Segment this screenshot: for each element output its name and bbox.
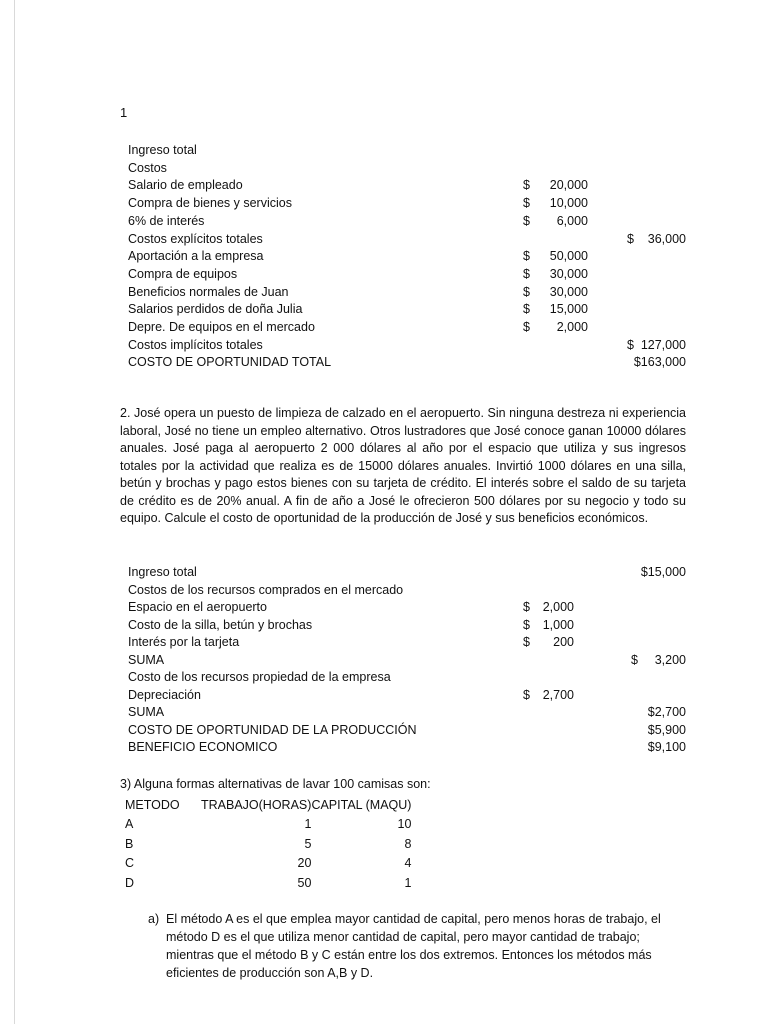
- table-row: [128, 721, 688, 739]
- methods-header-row: [125, 795, 411, 815]
- amount-col-1: 2,000: [542, 600, 574, 614]
- amount-col-2: 36,000: [647, 231, 686, 246]
- amount-col-1: 50,000: [549, 249, 588, 264]
- row-label: Salarios perdidos de doña Julia: [128, 302, 303, 317]
- row-label: Costo de los recursos propiedad de la empresa: [128, 670, 391, 684]
- currency-symbol: $: [627, 231, 634, 246]
- cell-metodo: D: [125, 875, 135, 890]
- row-label: Costos: [128, 160, 167, 175]
- row-label: SUMA: [128, 652, 165, 667]
- column-header-metodo: METODO: [125, 797, 180, 812]
- amount-col-1: 200: [553, 635, 574, 649]
- row-label: COSTO DE OPORTUNIDAD DE LA PRODUCCIÓN: [128, 722, 417, 737]
- amount-col-2: $2,700: [647, 705, 686, 719]
- cell-capital: 4: [404, 856, 412, 871]
- row-label: Beneficios normales de Juan: [128, 284, 289, 299]
- row-label: Ingreso total: [128, 565, 197, 579]
- table-row: [125, 834, 411, 854]
- table-row: [128, 738, 688, 756]
- amount-col-2: $5,900: [647, 722, 686, 737]
- row-label: Costos implícitos totales: [128, 337, 263, 352]
- table-row: [128, 176, 688, 194]
- table-row: [128, 141, 688, 159]
- table-row: [128, 300, 688, 318]
- cell-trabajo: 5: [304, 836, 312, 851]
- currency-symbol: $: [523, 266, 530, 281]
- amount-col-1: 6,000: [556, 213, 588, 228]
- amount-col-1: 2,700: [542, 687, 574, 702]
- table-row: [128, 247, 688, 265]
- row-label: Interés por la tarjeta: [128, 635, 240, 649]
- table-row: [128, 212, 688, 230]
- table-row: [125, 854, 411, 874]
- amount-col-1: 15,000: [549, 302, 588, 317]
- cell-metodo: A: [125, 817, 134, 832]
- page-number: 1: [120, 105, 128, 120]
- problem-3-heading: 3) Alguna formas alternativas de lavar 100 camisas son:: [120, 777, 431, 791]
- cell-trabajo: 20: [297, 856, 312, 871]
- currency-symbol: $: [523, 284, 530, 299]
- row-label: SUMA: [128, 705, 165, 719]
- cell-trabajo: 50: [297, 875, 312, 890]
- row-label: Aportación a la empresa: [128, 249, 264, 264]
- row-label: Depre. De equipos en el mercado: [128, 320, 315, 334]
- row-label: Espacio en el aeropuerto: [128, 600, 267, 614]
- table-row: [128, 194, 688, 212]
- table-row: [128, 581, 688, 599]
- amount-col-1: 20,000: [549, 178, 588, 193]
- answer-text: El método A es el que emplea mayor cantidad de capital, pero menos horas de trabajo, el método D es el que utiliza menor cantidad de capital, pero mayor cantidad de trabajo; mientras que el método B y C están entre los dos extremos. Entonces los métodos más eficientes de producción son A,B y D.: [166, 912, 661, 980]
- row-label: COSTO DE OPORTUNIDAD TOTAL: [128, 355, 332, 370]
- cell-capital: 1: [404, 875, 412, 890]
- table-row: [128, 353, 688, 371]
- currency-symbol: $: [523, 600, 530, 614]
- table-row: [128, 283, 688, 301]
- amount-col-2: $15,000: [640, 565, 686, 579]
- row-label: Compra de equipos: [128, 266, 238, 281]
- table-row: [128, 703, 688, 721]
- table-row: [128, 598, 688, 616]
- cell-metodo: C: [125, 856, 135, 871]
- currency-symbol: $: [627, 337, 634, 352]
- table-row: [128, 616, 688, 634]
- problem-2-text: 2. José opera un puesto de limpieza de calzado en el aeropuerto. Sin ninguna destreza ni experiencia laboral, José no tiene un empleo alternativo. Otros lustradores que José conoce ganan 10000 dólares anuales. José paga al aeropuerto 2 000 dólares al año por el espacio que utiliza y sus ingresos totales por la actividad que realiza es de 15000 dólares anuales. Invirtió 1000 dólares en una silla, betún y brochas y pago estos bienes con su tarjeta de crédito. El interés sobre el saldo de su tarjeta de crédito es de 20% anual. A fin de año a José le ofrecieron 500 dólares por su negocio y todo su equipo. Calcule el costo de oportunidad de la producción de José y sus beneficios económicos.: [120, 406, 686, 525]
- table-row: [125, 873, 411, 893]
- table-row: [128, 230, 688, 248]
- amount-col-2: $9,100: [647, 740, 686, 754]
- amount-col-1: 30,000: [549, 266, 588, 281]
- row-label: Costos de los recursos comprados en el mercado: [128, 582, 404, 597]
- column-header-capital: CAPITAL (MAQU): [311, 797, 412, 812]
- row-label: Salario de empleado: [128, 178, 243, 193]
- row-label: 6% de interés: [128, 213, 205, 228]
- currency-symbol: $: [523, 213, 530, 228]
- table-row: [128, 633, 688, 651]
- cell-capital: 10: [397, 817, 412, 832]
- currency-symbol: $: [523, 302, 530, 317]
- table-row: [128, 336, 688, 354]
- amount-col-2: $163,000: [633, 355, 686, 370]
- table-row: [128, 686, 688, 704]
- amount-col-1: 30,000: [549, 284, 588, 299]
- cell-capital: 8: [404, 836, 412, 851]
- table-row: [128, 563, 688, 581]
- row-label: Depreciación: [128, 687, 201, 702]
- amount-col-2: 127,000: [640, 337, 686, 352]
- row-label: Compra de bienes y servicios: [128, 196, 292, 211]
- currency-symbol: $: [523, 320, 530, 334]
- cell-trabajo: 1: [304, 817, 312, 832]
- table-row: [125, 815, 411, 835]
- table-row: [128, 668, 688, 686]
- methods-table: [125, 795, 411, 893]
- currency-symbol: $: [523, 249, 530, 264]
- currency-symbol: $: [523, 617, 530, 632]
- cell-metodo: B: [125, 836, 134, 851]
- page-edge-line: [14, 0, 15, 1024]
- amount-col-1: 2,000: [556, 320, 588, 334]
- currency-symbol: $: [523, 687, 530, 702]
- amount-col-1: 1,000: [542, 617, 574, 632]
- row-label: Ingreso total: [128, 143, 197, 157]
- currency-symbol: $: [523, 635, 530, 649]
- amount-col-2: 3,200: [654, 652, 686, 667]
- column-header-trabajo: TRABAJO(HORAS): [201, 797, 312, 812]
- amount-col-1: 10,000: [549, 196, 588, 211]
- row-label: BENEFICIO ECONOMICO: [128, 740, 278, 754]
- row-label: Costo de la silla, betún y brochas: [128, 617, 313, 632]
- answer-marker: a): [148, 912, 160, 926]
- currency-symbol: $: [631, 652, 638, 667]
- row-label: Costos explícitos totales: [128, 231, 263, 246]
- table-row: [128, 159, 688, 177]
- table-row: [128, 318, 688, 336]
- currency-symbol: $: [523, 178, 530, 193]
- currency-symbol: $: [523, 196, 530, 211]
- table-row: [128, 265, 688, 283]
- table-row: [128, 651, 688, 669]
